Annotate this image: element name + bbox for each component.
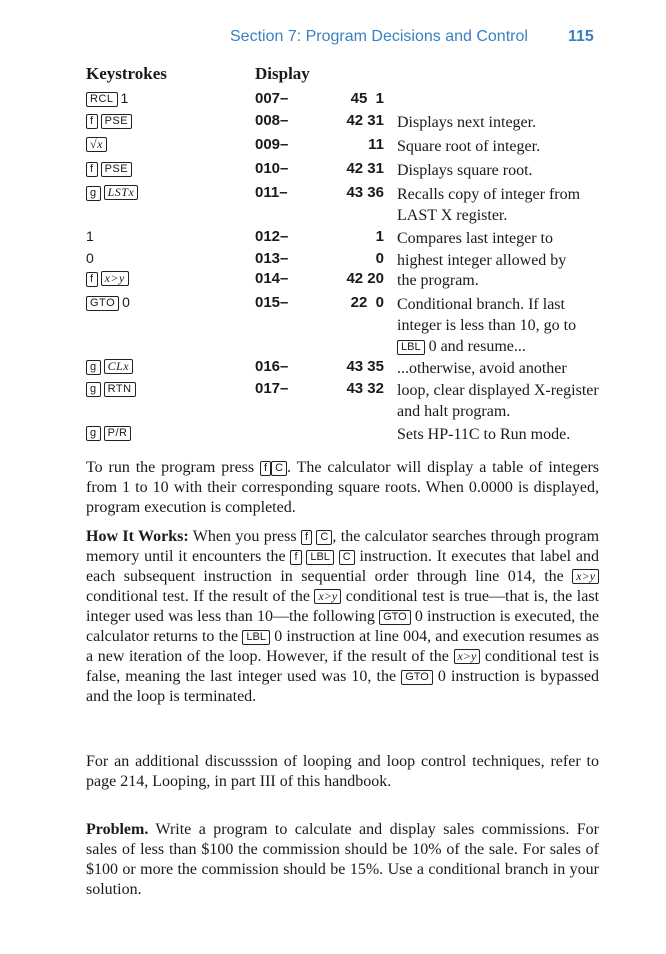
keycode: 22 0: [350, 294, 384, 311]
keystrokes-cell: [86, 112, 135, 129]
comment: Recalls copy of integer from LAST X register.: [397, 186, 581, 224]
program-row: [0, 90, 666, 112]
f-key: f: [290, 550, 301, 565]
calculator-key: g: [86, 426, 101, 441]
calculator-key: PSE: [101, 114, 133, 129]
keystrokes-cell: [86, 136, 110, 152]
program-row: [0, 358, 666, 380]
page-number: 115: [568, 28, 594, 45]
keystrokes-cell: [86, 184, 141, 201]
comment: the program.: [397, 272, 479, 289]
c-key: C: [316, 530, 332, 545]
keystroke-digit: 0: [122, 294, 130, 310]
keycode: 11: [368, 136, 384, 153]
keycode: 1: [375, 228, 384, 245]
keystrokes-cell: [86, 380, 139, 397]
keystrokes-cell: [86, 294, 130, 311]
program-row: [0, 380, 666, 420]
c-key: C: [339, 550, 355, 565]
display-heading: Display: [255, 64, 310, 83]
line-number: 010–: [255, 160, 289, 177]
x-greater-y-key: x>y: [314, 589, 341, 604]
comment: Compares last integer to: [397, 230, 553, 247]
keycode: 43 35: [346, 358, 384, 375]
calculator-key: GTO: [86, 296, 119, 311]
page-header: [230, 28, 610, 46]
calculator-key: f: [86, 114, 98, 129]
line-number: 011–: [255, 184, 288, 201]
f-key: f: [301, 530, 312, 545]
keystroke-digit: 0: [86, 250, 94, 266]
program-row: [0, 270, 666, 292]
keycode: 43 36: [346, 184, 384, 201]
comment: ...otherwise, avoid another: [397, 360, 567, 377]
keycode: 42 20: [346, 270, 384, 287]
x-greater-y-key: x>y: [454, 649, 481, 664]
comment: Square root of integer.: [397, 138, 541, 155]
keystrokes-cell: [86, 160, 135, 177]
section-title: Section 7: Program Decisions and Control: [230, 28, 528, 45]
keystrokes-cell: [86, 228, 94, 244]
calculator-key: √x: [86, 137, 107, 152]
comment: Displays square root.: [397, 162, 533, 179]
program-row: [0, 112, 666, 134]
line-number: 015–: [255, 294, 289, 311]
calculator-key: g: [86, 360, 101, 375]
how-it-works-label: How It Works:: [86, 528, 189, 545]
calculator-key: RCL: [86, 92, 118, 107]
lbl-key: LBL: [306, 550, 334, 565]
line-number: 008–: [255, 112, 289, 129]
program-row: [0, 250, 666, 272]
comment: Displays next integer.: [397, 114, 537, 131]
looping-reference-paragraph: For an additional discusssion of looping and loop control techniques, refer to page 214, Looping, in part III of this handbook.: [86, 753, 599, 790]
program-row: [0, 160, 666, 182]
program-row: [0, 184, 666, 224]
keycode: 43 32: [346, 380, 384, 397]
calculator-key: LSTx: [104, 185, 139, 200]
lbl-key: LBL: [242, 630, 270, 645]
program-row: [0, 294, 666, 355]
keycode: 0: [375, 250, 384, 267]
keycode: 42 31: [346, 112, 384, 129]
keycode: 45 1: [350, 90, 384, 107]
line-number: 014–: [255, 270, 289, 287]
calculator-key: RTN: [104, 382, 136, 397]
comment: Conditional branch. If last integer is less than 10, go to LBL 0 and resume...: [397, 296, 577, 355]
run-paragraph: To run the program press f C . The calculator will display a table of integers from 1 to 10 with their corresponding square roots. When 0.0000 is displayed, program execution is completed.: [86, 459, 600, 516]
calculator-key: x>y: [101, 271, 129, 286]
comment: loop, clear displayed X-register and halt program.: [397, 382, 599, 420]
program-row: [0, 424, 666, 446]
comment: Sets HP-11C to Run mode.: [397, 426, 571, 443]
line-number: 007–: [255, 90, 289, 107]
keystrokes-heading: Keystrokes: [86, 64, 167, 83]
keystrokes-cell: [86, 270, 132, 287]
keystrokes-cell: [86, 424, 134, 441]
calculator-key: CLx: [104, 359, 134, 374]
calculator-key: g: [86, 382, 101, 397]
calculator-key: f: [86, 272, 98, 287]
keystrokes-cell: [86, 358, 136, 375]
program-row: [0, 136, 666, 158]
f-key: f: [260, 461, 271, 476]
keystroke-digit: 1: [86, 228, 94, 244]
problem-paragraph: Problem. Write a program to calculate and display sales commissions. For sales of less than $100 the commission should be 10% of the sale. For sales of $100 or more the commission should be 15%. Use a conditional branch in your solution.: [86, 821, 599, 898]
gto-key: GTO: [401, 670, 433, 685]
x-greater-y-key: x>y: [572, 569, 599, 584]
calculator-key: PSE: [101, 162, 133, 177]
line-number: 013–: [255, 250, 289, 267]
line-number: 017–: [255, 380, 289, 397]
line-number: 016–: [255, 358, 289, 375]
keystrokes-cell: [86, 250, 94, 266]
lbl-key: LBL: [397, 340, 425, 355]
line-number: 012–: [255, 228, 289, 245]
gto-key: GTO: [379, 610, 411, 625]
program-row: [0, 228, 666, 250]
problem-label: Problem.: [86, 821, 149, 838]
c-key: C: [271, 461, 287, 476]
keycode: 42 31: [346, 160, 384, 177]
calculator-key: f: [86, 162, 98, 177]
line-number: 009–: [255, 136, 289, 153]
comment: highest integer allowed by: [397, 252, 567, 269]
calculator-key: P/R: [104, 426, 132, 441]
how-it-works-paragraph: How It Works: When you press f C , the calculator searches through program memory until it encounters the f LBL C instruction. It executes that label and each subsequent instruction in sequential order through line 014, the x>y conditional test. If the result of the x>y conditional test is true—that is, the last integer used was less than 10—the following GTO 0 instruction is executed, the calculator returns to the LBL 0 instruction at line 004, and execution resumes as a new iteration of the loop. However, if the result of the x>y conditional test is false, meaning the last integer used was 10, the GTO 0 instruction is bypassed and the loop is terminated.: [86, 528, 600, 705]
calculator-key: g: [86, 186, 101, 201]
keystrokes-cell: [86, 90, 128, 107]
keystroke-digit: 1: [120, 90, 129, 106]
